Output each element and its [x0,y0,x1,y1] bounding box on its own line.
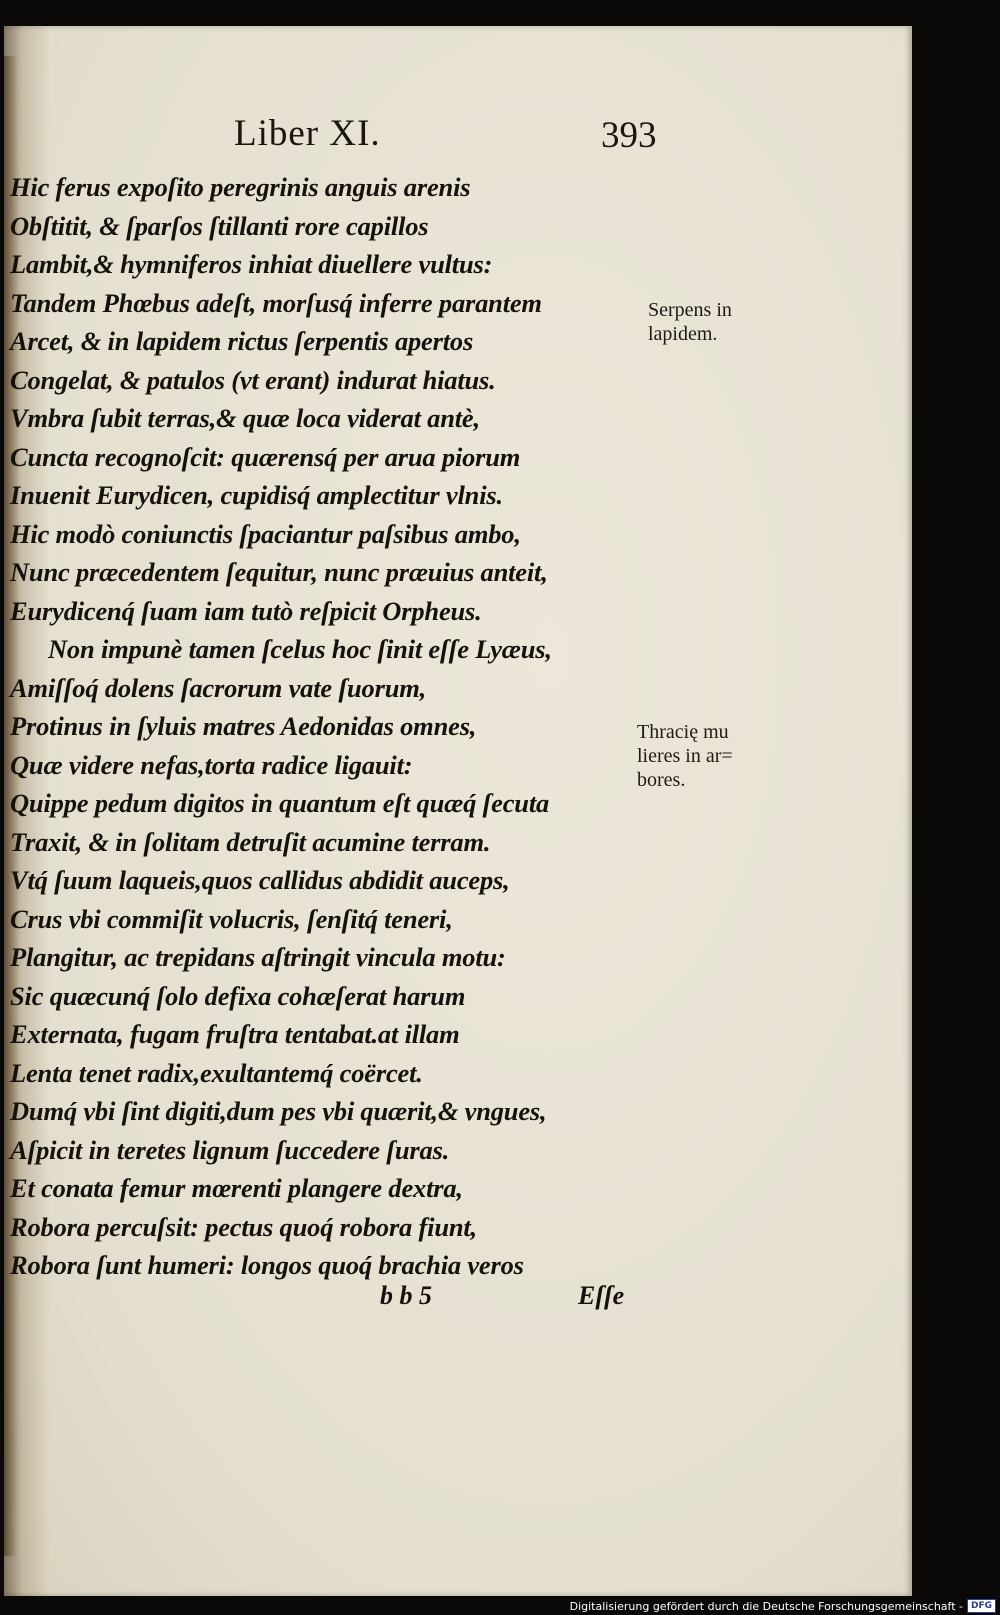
verse-line: Inuenit Eurydicen, cupidisq́ amplectitur vlnis. [10,480,503,510]
verse-line: Cuncta recognoſcit: quærensq́ per arua piorum [10,441,521,472]
marginal-note-line: lapidem. [648,323,718,345]
verse-line: Tandem Phœbus adeſt, morſusq́ inferre parantem [10,287,542,318]
verse-line: Lenta tenet radix,exultantemq́ coërcet. [10,1057,423,1088]
verse-line: Vtq́ ſuum laqueis,quos callidus abdidit auceps, [10,865,510,895]
verse-line: Aſpicit in teretes lignum ſuccedere ſuras. [10,1134,450,1165]
marginal-note-line: lieres in ar= [637,745,733,767]
verse-line: Crus vbi commiſit volucris, ſenſitq́ teneri, [10,903,453,934]
verse-line: Vmbra ſubit terras,& quæ loca viderat antè, [10,403,480,433]
digitization-credit [570,1599,996,1613]
marginal-note-serpens [648,298,778,346]
verse-line: Congelat, & patulos (vt erant) indurat hiatus. [10,364,496,395]
verse-line: Sic quæcunq́ ſolo defixa cohæſerat harum [10,980,466,1011]
verse-line: Quæ videre nefas,torta radice ligauit: [10,749,413,780]
marginal-note-line: Thracię mu [637,721,729,743]
verse-line: Non impunè tamen ſcelus hoc ſinit eſſe Lyæus, [48,634,552,664]
verse-line: Hic ferus expoſito peregrinis anguis arenis [10,172,471,202]
verse-line: Et conata femur mœrenti plangere dextra, [10,1173,463,1203]
marginal-note-line: Serpens in [648,299,732,321]
verse-line: Dumq́ vbi ſint digiti,dum pes vbi quærit,& vngues, [10,1096,547,1126]
verse-line: Eurydicenq́ ſuam iam tutò reſpicit Orpheus. [10,595,482,626]
verse-line: Arcet, & in lapidem rictus ſerpentis apertos [10,326,474,356]
verse-line: Nunc præcedentem ſequitur, nunc præuius anteit, [10,557,548,587]
page-number: 393 [601,115,657,156]
verse-line: Protinus in ſyluis matres Aedonidas omnes, [10,711,477,741]
catchword: Eſſe [578,1281,625,1310]
dfg-logo-icon: DFG [967,1599,996,1613]
verse-line: Obſtitit, & ſparſos ſtillanti rore capillos [10,210,429,241]
verse-line: Traxit, & in ſolitam detruſit acumine terram. [10,826,491,857]
signature-mark: b b 5 [380,1281,432,1310]
verse-block [10,168,650,1285]
verse-line: Robora percuſsit: pectus quoq́ robora fiunt, [10,1211,477,1242]
verse-line: Quippe pedum digitos in quantum eſt quæq́ ſecuta [10,788,550,818]
verse-line: Plangitur, ac trepidans aſtringit vincula motu: [10,942,506,972]
verse-line: Amiſſoq́ dolens ſacrorum vate ſuorum, [10,672,427,703]
verse-line: Lambit,& hymniferos inhiat diuellere vultus: [10,249,493,279]
marginal-note-thraciae [637,720,777,792]
funding-text: Digitalisierung gefördert durch die Deutsche Forschungsgemeinschaft - [569,1599,963,1613]
verse-line: Externata, fugam fruſtra tentabat.at illam [10,1019,460,1049]
verse-line: Hic modò coniunctis ſpaciantur paſsibus ambo, [10,518,521,549]
marginal-note-line: bores. [637,769,686,791]
verse-line: Robora ſunt humeri: longos quoq́ brachia veros [10,1250,524,1280]
running-head-title: Liber XI. [234,113,381,154]
